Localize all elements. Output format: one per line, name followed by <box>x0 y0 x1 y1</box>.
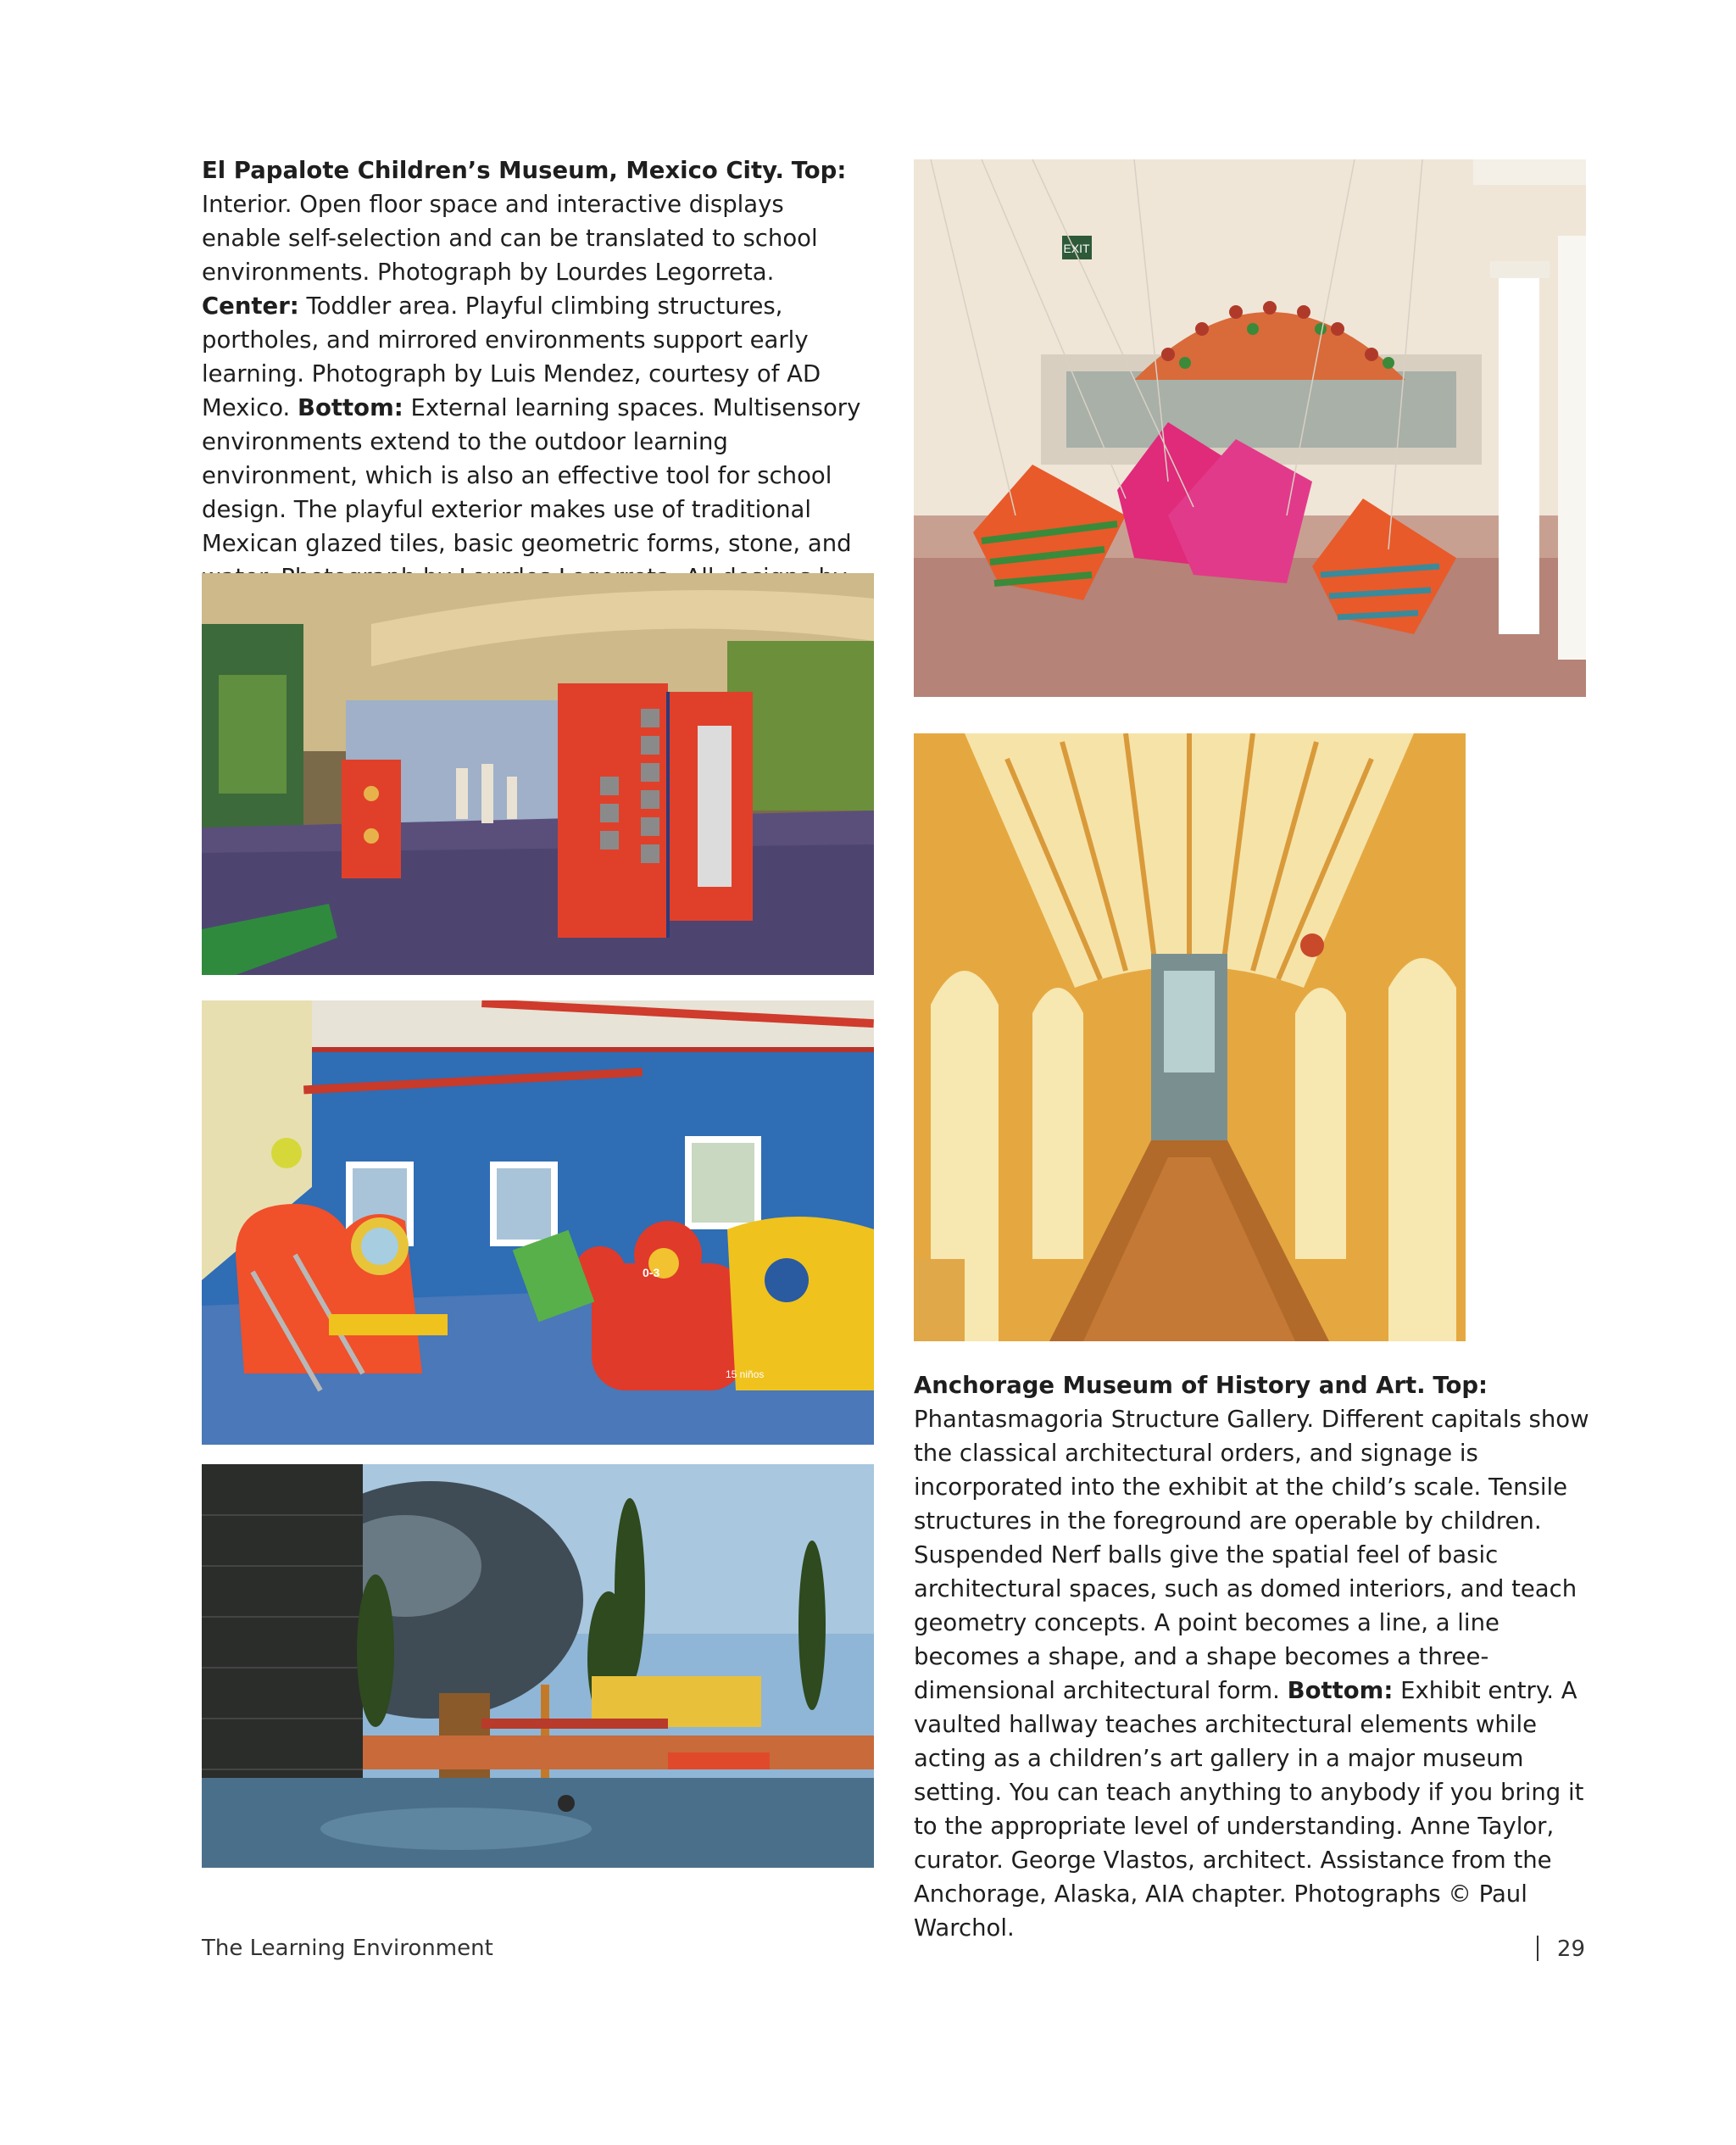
caption-bottom-text: External learning spaces. Multisensory environments extend to the outdoor learning environment, which is also an effective tool for school design. The playful exterior makes use of traditional Mexican glazed tiles, basic geometric forms, stone, and <box>202 394 861 557</box>
caption-top-label: Top: <box>791 157 847 184</box>
caption-top-label: Top: <box>1433 1372 1488 1399</box>
caption-bottom-label: Bottom: <box>298 394 403 421</box>
footer-divider <box>1537 1936 1538 1961</box>
caption-bottom-label: Bottom: <box>1287 1677 1394 1704</box>
photo-papalote-interior <box>202 573 874 975</box>
caption-bottom-text: Exhibit entry. A vaulted hallway teaches architectural elements while acting as a children’s art gallery in a major museum setting. You can teach anything to anybody if you bring it to the appropriate level of understanding. Anne Taylor, curator. George Vlastos, architect. Assistance from the Anchorage, Alaska, AIA chapter. Photographs © Paul Warchol. <box>914 1677 1584 1942</box>
caption-anchorage <box>914 1368 1592 1945</box>
footer-section-title: The Learning Environment <box>202 1936 493 1961</box>
photo-papalote-toddler <box>202 1000 874 1445</box>
caption-center-label: Center: <box>202 292 299 320</box>
toddler-sign-label <box>726 1368 764 1380</box>
photo-anchorage-phantasmagoria <box>914 159 1586 697</box>
photo-papalote-exterior <box>202 1464 874 1868</box>
age-range-text: 0-3 <box>643 1266 660 1279</box>
toddler-signage <box>856 0 857 1</box>
caption-top-text: Phantasmagoria Structure Gallery. Different capitals show the classical architectural orders, and signage is incorporated into the exhibit at the child’s scale. Tensile structures in the foreground are operable by children. Suspended Nerf balls give the spatial feel of basic architectural spaces, such as domed interiors, and teach geometry concepts. A point becomes a line, a line becomes a shape, and a shape becomes a three-dimensional architectural form. <box>914 1406 1589 1704</box>
photo-anchorage-hallway <box>914 733 1466 1341</box>
toddler-sign-text: 15 niños <box>726 1368 765 1380</box>
caption-title: El Papalote Children’s Museum, Mexico City. <box>202 157 784 184</box>
page-number: 29 <box>1556 1936 1585 1962</box>
exit-sign: EXIT <box>1063 242 1090 255</box>
footer-page-number <box>1537 1936 1585 1962</box>
caption-center-text: Toddler area. Playful climbing structures, portholes, and mirrored environments support early learning. Photograph by Luis Mendez, courtesy of AD Mexico. <box>202 292 821 421</box>
age-range-label <box>643 1266 659 1279</box>
caption-top-text: Interior. Open floor space and interactive displays enable self-selection and can be translated to school environments. Photograph by Lourdes Legorreta. <box>202 191 818 286</box>
caption-title: Anchorage Museum of History and Art. <box>914 1372 1426 1399</box>
caption-el-papalote <box>202 153 863 628</box>
